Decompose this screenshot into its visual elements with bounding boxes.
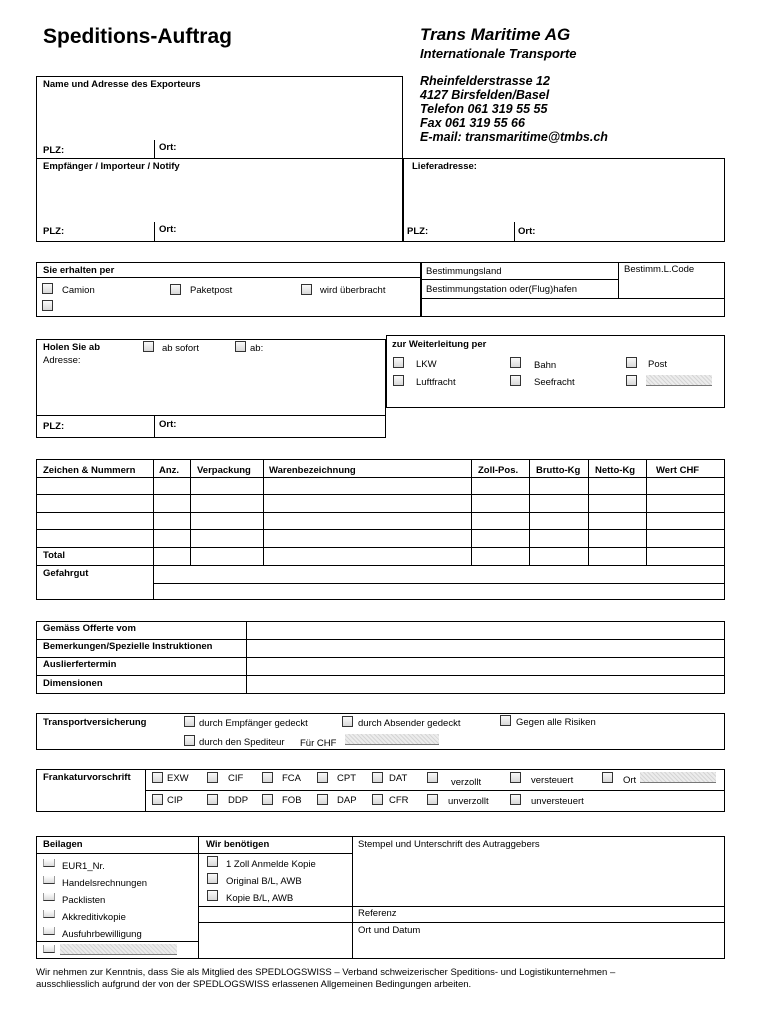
pickup-plz[interactable]: PLZ: (43, 421, 65, 432)
receive-label: Sie erhalten per (43, 265, 115, 276)
paketpost-label: Paketpost (190, 285, 233, 296)
ins-forwarder-checkbox[interactable] (184, 735, 195, 746)
franking-label: Frankaturvorschrift (43, 772, 131, 783)
versteuert-checkbox[interactable] (510, 772, 521, 783)
camion-label: Camion (62, 285, 95, 296)
exporter-ort[interactable]: Ort: (159, 142, 177, 153)
customs-copy-label: 1 Zoll Anmelde Kopie (226, 859, 316, 870)
ins-allrisk-checkbox[interactable] (500, 715, 511, 726)
copy-bl-label: Kopie B/L, AWB (226, 893, 294, 904)
destination-code[interactable]: Bestimm.L.Code (624, 264, 695, 275)
reference-label[interactable]: Referenz (358, 908, 397, 919)
bahn-checkbox[interactable] (510, 357, 521, 368)
danger-label: Gefahrgut (43, 568, 89, 579)
pickup-address[interactable]: Adresse: (43, 355, 81, 366)
company-subtitle: Internationale Transporte (420, 46, 577, 61)
footer-line2: ausschliesslich aufgrund der von der SPEDLOGSWISS erlassenen Allgemeinen Bedingungen arbeiten. (36, 979, 472, 990)
delivery-label: Lieferadresse: (412, 161, 477, 172)
seefracht-checkbox[interactable] (510, 375, 521, 386)
eur1-checkbox[interactable] (43, 859, 55, 867)
receive-extra-checkbox[interactable] (42, 300, 53, 311)
destination-station[interactable]: Bestimmungstation oder(Flug)hafen (426, 284, 578, 295)
packlists-label: Packlisten (62, 895, 106, 906)
cfr-checkbox[interactable] (372, 794, 383, 805)
footer-line1: Wir nehmen zur Kenntnis, dass Sie als Mitglied des SPEDLOGSWISS – Verband schweizerischer Speditions- und Logistikunternehmen – (36, 967, 616, 978)
cfr-label: CFR (389, 795, 409, 806)
company-phone: Telefon 061 319 55 55 (420, 102, 548, 116)
form-title: Speditions-Auftrag (43, 25, 232, 48)
sofort-checkbox[interactable] (143, 341, 154, 352)
exporter-recipient-box (36, 76, 403, 242)
col-net: Netto-Kg (595, 465, 636, 476)
col-customs: Zoll-Pos. (478, 465, 519, 476)
fob-label: FOB (282, 795, 302, 806)
luftfracht-label: Luftfracht (416, 377, 456, 388)
attachment-other-checkbox[interactable] (43, 945, 55, 953)
dap-label: DAP (337, 795, 357, 806)
seefracht-label: Seefracht (534, 377, 575, 388)
attachment-other-input[interactable] (60, 944, 177, 955)
col-description: Warenbezeichnung (269, 465, 356, 476)
exw-checkbox[interactable] (152, 772, 163, 783)
credit-checkbox[interactable] (43, 910, 55, 918)
credit-label: Akkreditivkopie (62, 912, 126, 923)
customs-copy-checkbox[interactable] (207, 856, 218, 867)
ins-sender-checkbox[interactable] (342, 716, 353, 727)
export-permit-label: Ausfuhrbewilligung (62, 929, 142, 940)
unverzollt-label: unverzollt (448, 796, 489, 807)
company-street: Rheinfelderstrasse 12 (420, 74, 550, 88)
original-bl-checkbox[interactable] (207, 873, 218, 884)
ab-date-label: ab: (250, 343, 264, 354)
cip-label: CIP (167, 795, 183, 806)
export-permit-checkbox[interactable] (43, 927, 55, 935)
ins-forwarder-label: durch den Spediteur (199, 737, 285, 748)
col-qty: Anz. (159, 465, 180, 476)
post-label: Post (648, 359, 668, 370)
lkw-label: LKW (416, 359, 437, 370)
camion-checkbox[interactable] (42, 283, 53, 294)
sofort-label: ab sofort (162, 343, 199, 354)
ort-input[interactable] (640, 772, 716, 783)
eur1-label: EUR1_Nr. (62, 861, 105, 872)
luftfracht-checkbox[interactable] (393, 375, 404, 386)
total-label: Total (43, 550, 65, 561)
unversteuert-checkbox[interactable] (510, 794, 521, 805)
post-checkbox[interactable] (626, 357, 637, 368)
col-value: Wert CHF (656, 465, 700, 476)
exporter-plz[interactable]: PLZ: (43, 145, 65, 156)
fca-checkbox[interactable] (262, 772, 273, 783)
ins-chf-label: Für CHF (300, 738, 337, 749)
company-name: Trans Maritime AG (420, 25, 571, 44)
fob-checkbox[interactable] (262, 794, 273, 805)
recipient-plz[interactable]: PLZ: (43, 226, 65, 237)
verzollt-checkbox[interactable] (427, 772, 438, 783)
insurance-label: Transportversicherung (43, 717, 147, 728)
ins-chf-input[interactable] (345, 734, 439, 745)
dat-label: DAT (389, 773, 408, 784)
needs-label: Wir benötigen (206, 839, 270, 850)
pickup-ort[interactable]: Ort: (159, 419, 177, 430)
dimensions-label: Dimensionen (43, 678, 103, 689)
ins-recipient-checkbox[interactable] (184, 716, 195, 727)
cif-label: CIF (228, 773, 244, 784)
ueberbracht-label: wird überbracht (320, 285, 386, 296)
recipient-label: Empfänger / Importeur / Notify (43, 161, 180, 172)
exporter-label: Name und Adresse des Exporteurs (43, 79, 201, 90)
ddp-checkbox[interactable] (207, 794, 218, 805)
invoices-checkbox[interactable] (43, 876, 55, 884)
ins-recipient-label: durch Empfänger gedeckt (199, 718, 308, 729)
delivery-date-label: Auslierfertermin (43, 659, 117, 670)
original-bl-label: Original B/L, AWB (226, 876, 302, 887)
forward-other-checkbox[interactable] (626, 375, 637, 386)
fca-label: FCA (282, 773, 301, 784)
col-gross: Brutto-Kg (536, 465, 581, 476)
ddp-label: DDP (228, 795, 249, 806)
cip-checkbox[interactable] (152, 794, 163, 805)
forward-other-input[interactable] (646, 375, 712, 386)
dat-checkbox[interactable] (372, 772, 383, 783)
verzollt-label: verzollt (451, 777, 482, 788)
company-city: 4127 Birsfelden/Basel (420, 88, 550, 102)
forward-label: zur Weiterleitung per (392, 339, 487, 350)
exw-label: EXW (167, 773, 189, 784)
unversteuert-label: unversteuert (531, 796, 584, 807)
pickup-box (36, 339, 386, 438)
ueberbracht-checkbox[interactable] (301, 284, 312, 295)
packlists-checkbox[interactable] (43, 893, 55, 901)
recipient-ort[interactable]: Ort: (159, 224, 177, 235)
offer-label: Gemäss Offerte vom (43, 623, 136, 634)
copy-bl-checkbox[interactable] (207, 890, 218, 901)
ins-sender-label: durch Absender gedeckt (358, 718, 461, 729)
attachments-label: Beilagen (43, 839, 83, 850)
versteuert-label: versteuert (531, 775, 574, 786)
company-fax: Fax 061 319 55 66 (420, 116, 525, 130)
paketpost-checkbox[interactable] (170, 284, 181, 295)
lkw-checkbox[interactable] (393, 357, 404, 368)
ort-label: Ort (623, 775, 637, 786)
bahn-label: Bahn (534, 360, 557, 371)
unverzollt-checkbox[interactable] (427, 794, 438, 805)
col-packaging: Verpackung (197, 465, 251, 476)
ort-checkbox[interactable] (602, 772, 613, 783)
cpt-checkbox[interactable] (317, 772, 328, 783)
cif-checkbox[interactable] (207, 772, 218, 783)
remarks-label: Bemerkungen/Spezielle Instruktionen (43, 641, 213, 652)
ins-allrisk-label: Gegen alle Risiken (516, 717, 596, 728)
company-email: E-mail: transmaritime@tmbs.ch (420, 130, 608, 144)
delivery-plz[interactable]: PLZ: (407, 226, 429, 237)
dap-checkbox[interactable] (317, 794, 328, 805)
place-date-label[interactable]: Ort und Datum (358, 925, 421, 936)
delivery-ort[interactable]: Ort: (518, 226, 536, 237)
signature-label: Stempel und Unterschrift des Autraggebers (358, 839, 540, 850)
destination-country[interactable]: Bestimmungsland (426, 266, 502, 277)
invoices-label: Handelsrechnungen (62, 878, 148, 889)
ab-date-checkbox[interactable] (235, 341, 246, 352)
cpt-label: CPT (337, 773, 356, 784)
pickup-label: Holen Sie ab (43, 342, 101, 353)
col-marks: Zeichen & Nummern (43, 465, 136, 476)
